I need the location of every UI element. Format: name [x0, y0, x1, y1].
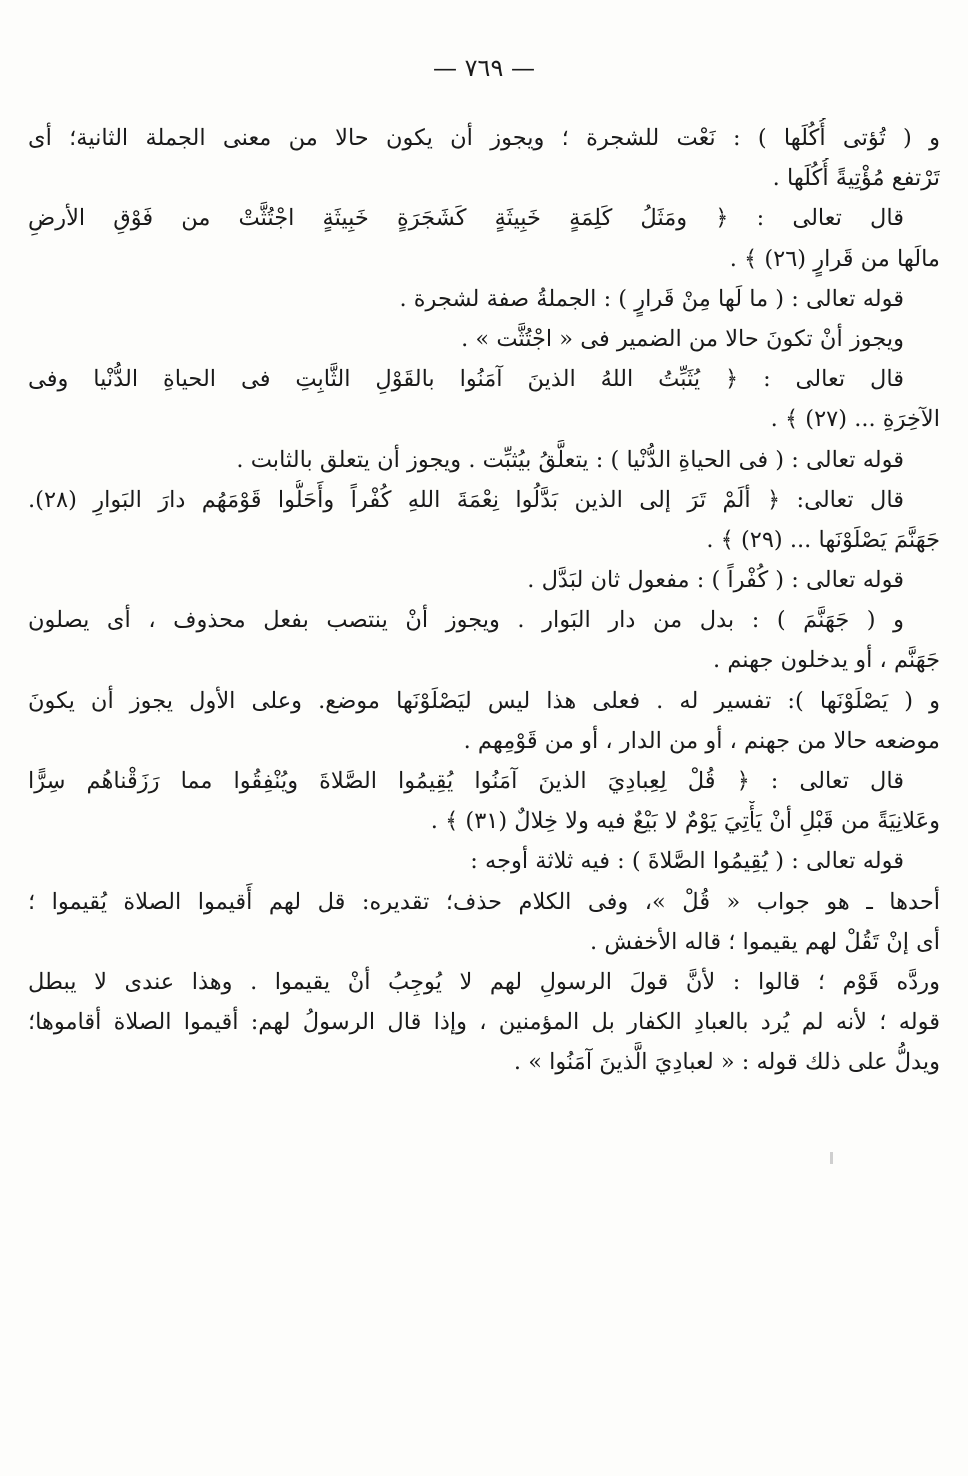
page-number: — ٧٦٩ —	[433, 54, 535, 82]
text-line: قوله تعالى : ( فى الحياةِ الدُّنْيا ) : يتعلَّقُ بيُثبِّت . ويجوز أن يتعلق بالثابت .	[236, 446, 904, 473]
text-line: وردَّه قَوْم ؛ قالوا : لأنَّ قولَ الرسولِ لهم لا يُوجِبُ أنْ يقيموا . وهذا عندى لا يبطل	[28, 968, 940, 995]
scan-speck	[830, 1152, 833, 1164]
text-line: أى إنْ تَقُلْ لهم يقيموا ؛ قاله الأخفش .	[590, 928, 940, 955]
text-line: قال تعالى : ﴿ ومَثَلُ كَلِمَةٍ خَبِيثَةٍ كَشَجَرَةٍ خَبِيثَةٍ اجْتُثَّتْ من فَوْقِ الأرضِ	[28, 205, 904, 232]
text-line: ويجوز أنْ تكونَ حالا من الضمير فى « اجْتُثَّت » .	[461, 325, 904, 352]
text-line: قوله تعالى : ( كُفْراً ) : مفعول ثان لبَدَّل .	[527, 567, 904, 594]
text-line: جَهَنَّمَ يَصْلَوْنَها ... (٢٩) ﴾ .	[706, 526, 940, 553]
text-line: الآخِرَةِ ... (٢٧) ﴾ .	[770, 406, 940, 433]
text-body	[28, 118, 940, 1083]
text-line: قوله ؛ لأنه لم يُرد بالعبادِ الكفار بل المؤمنين ، وإذا قال الرسولُ لهم: أقيموا الصلاة أقاموها؛	[28, 1009, 940, 1036]
text-line: تَرْتفع مُؤْتِيةً أُكُلَها .	[772, 165, 940, 192]
text-line: قال تعالى : ﴿ قُلْ لِعِبادِيَ الذينَ آمَنُوا يُقِيمُوا الصَّلاةَ ويُنْفِقُوا مما رَزَقْناهُم سِرًّا	[28, 768, 904, 794]
text-line: ويدلُّ على ذلك قوله : « لعبادِيَ الَّذينَ آمَنُوا » .	[513, 1049, 940, 1076]
text-line: قوله تعالى : ( ما لَها مِنْ قَرارٍ ) : الجملةُ صفة لشجرة .	[399, 285, 904, 312]
text-line: جَهَنَّم ، أو يدخلون جهنم .	[713, 647, 940, 674]
text-line: قال تعالى: ﴿ ألَمْ تَرَ إلى الذين بَدَّلُوا نِعْمَةَ اللهِ كُفْراً وأَحَلُّوا قَوْمَهُم دارَ البَوارِ (٢٨).	[28, 486, 904, 513]
text-line: و ( تُؤتى أُكُلَها ) : نَعْت للشجرة ؛ ويجوز أن يكون حالا من معنى الجملة الثانية؛ أى	[28, 125, 940, 151]
text-line: وعَلانِيَةً من قَبْلِ أنْ يَأْتِيَ يَوْمٌ لا بَيْعٌ فيه ولا خِلالٌ (٣١) ﴾ .	[430, 808, 940, 835]
text-line: و ( جَهَنَّمَ ) : بدل من دار البَوار . ويجوز أنْ ينتصب بفعل محذوف ، أى يصلون	[28, 607, 904, 634]
text-line: أحدها ـ هو جواب « قُلْ »، وفى الكلام حذف؛ تقديره: قل لهم أَقيموا الصلاة يُقيموا ؛	[28, 888, 940, 915]
text-line: قوله تعالى : ( يُقِيمُوا الصَّلاةَ ) : فيه ثلاثة أوجه :	[470, 848, 904, 875]
text-line: مالَها من قَرارٍ (٢٦) ﴾ .	[729, 245, 940, 272]
text-line: و ( يَصْلَوْنَها ): تفسير له . فعلى هذا ليس ليَصْلَوْنَها موضع. وعلى الأول يجوز أن يكونَ	[28, 687, 940, 714]
text-line: قال تعالى : ﴿ يُثَبِّتُ اللهُ الذينَ آمَنُوا بالقَوْلِ الثَّابِتِ فى الحياةِ الدُّنْيا وفى	[28, 366, 904, 393]
text-line: موضعه حالا من جهنم ، أو من الدار ، أو من قَوْمِهم .	[463, 727, 940, 754]
